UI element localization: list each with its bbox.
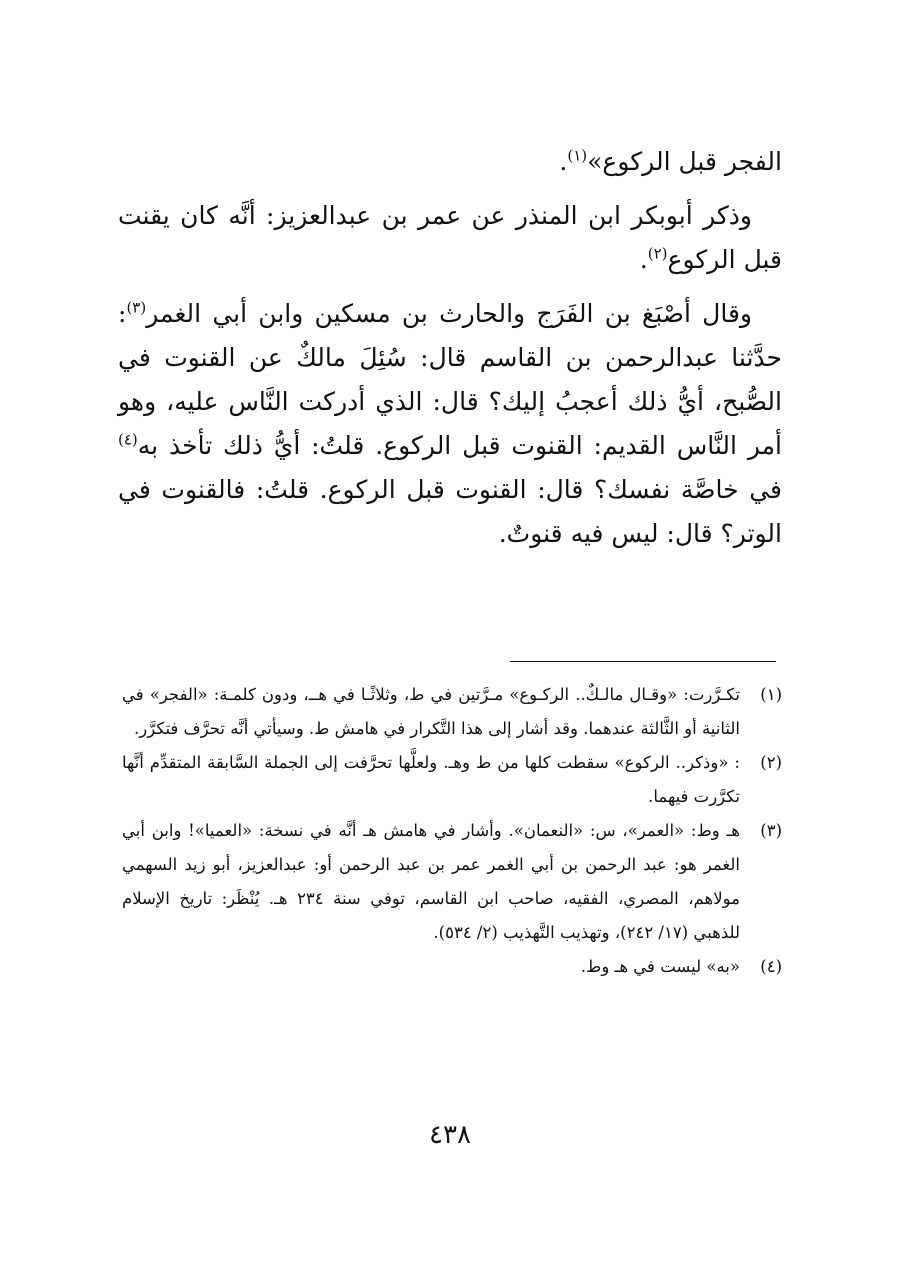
paragraph-1-end: . [559,147,568,176]
paragraph-3-text-a: وقال أصْبَغ بن الفَرَج والحارث بن مسكين وابن أبي الغمر [146,299,752,328]
footnote-number: (١) [760,685,782,704]
footnote-text: : «وذكر.. الركوع» سقطت كلها من ط وهـ. ولعلَّها تحرَّفت إلى الجملة السَّابقة المتقدِّم أنَّها تكرَّرت فيهما. [122,753,740,806]
main-text [118,140,782,566]
paragraph-1-text: الفجر قبل الركوع» [587,147,782,176]
paragraph-1 [118,140,782,184]
footnote-ref-1: (١) [567,146,588,165]
footnote-text: «به» ليست في هـ وط. [580,957,740,976]
footnote-number: (٣) [760,821,782,840]
footnote-ref-4: (٤) [118,430,138,449]
footnote-3 [122,814,782,950]
paragraph-3 [118,292,782,556]
footnote-text: هـ وط: «العمر»، س: «النعمان». وأشار في هامش هـ أنَّه في نسخة: «العميا»! وابن أبي الغمر هو: عبد الرحمن بن أبي الغمر عمر بن عبد الرحمن أو: عبدالعزيز، أبو زيد السهمي مولاهم، المصري، الفقيه، صاحب ابن القاسم، توفي سنة ٢٣٤ هـ. يُنْظَر: تاريخ الإسلام للذهبي (١٧/ ٢٤٢)، وتهذيب التَّهذيب (٢/ ٥٣٤). [122,821,740,942]
footnote-separator [510,661,776,662]
footnote-text: تكـرَّرت: «وقـال مالـكٌ.. الركـوع» مـرَّتين في ط، وثلاثًـا في هــ، ودون كلمـة: «الفجر» في الثانية أو الثَّالثة عندهما. وقد أشار إلى هذا التَّكرار في هامش ط. وسيأتي أنَّه تحرَّف فتكرَّر. [122,685,740,738]
footnote-number: (٢) [760,753,782,772]
footnote-number: (٤) [760,957,782,976]
paragraph-3-text-b: : حدَّثنا عبدالرحمن بن القاسم قال: سُئِلَ مالكٌ عن القنوت في الصُّبح، أيُّ ذلك أعجبُ إليك؟ قال: الذي أدركت النَّاس عليه، وهو أمر النَّاس القديم: القنوت قبل الركوع. قلتُ: أيُّ ذلك تأخذ به [118,299,782,460]
footnote-2 [122,746,782,814]
paragraph-3-text-c: في خاصَّة نفسك؟ قال: القنوت قبل الركوع. قلتُ: فالقنوت في الوتر؟ قال: ليس فيه قنوتٌ. [118,475,782,548]
footnote-ref-3: (٣) [126,298,147,317]
paragraph-2-end: . [639,245,648,274]
footnotes [122,678,782,984]
paragraph-2-text: وذكر أبوبكر ابن المنذر عن عمر بن عبدالعزيز: أنَّه كان يقنت قبل الركوع [118,201,782,274]
page-number: ٤٣٨ [429,1120,471,1150]
footnote-4 [122,950,782,984]
footnote-1 [122,678,782,746]
footnote-ref-2: (٢) [647,244,668,263]
paragraph-2 [118,194,782,282]
